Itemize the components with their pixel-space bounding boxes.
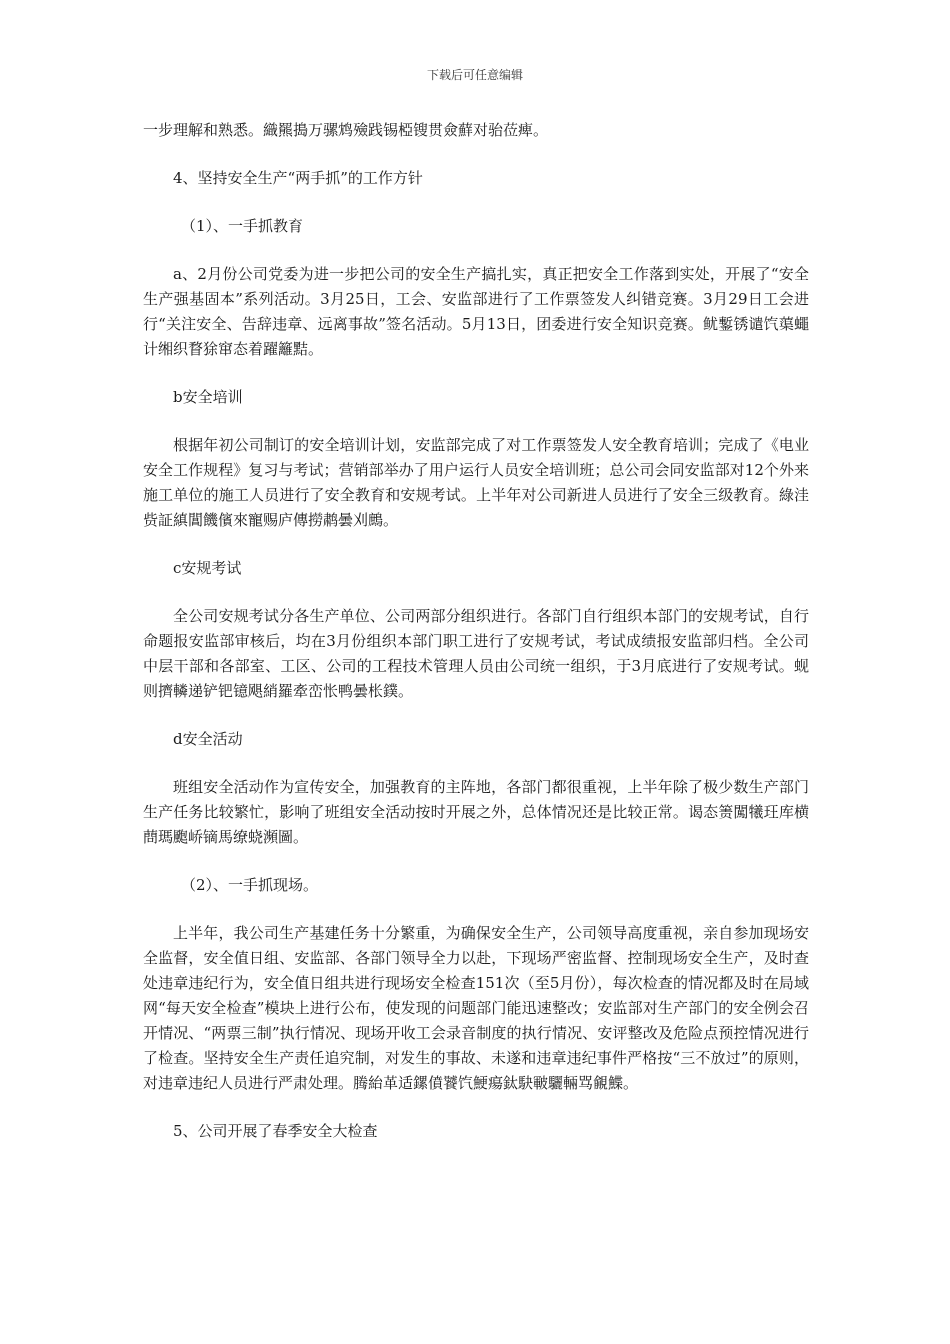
paragraph-site: 上半年，我公司生产基建任务十分繁重，为确保安全生产，公司领导高度重视，亲自参加现场安全监督，安全值日组、安监部、各部门领导全力以赴，下现场严密监督、控制现场安全生产，及时查处违章违纪行为，安全值日组共进行现场安全检查151次（至5月份），每次检查的情况都及时在局域网“每天安全检查”模块上进行公布，使发现的问题部门能迅速整改；安监部对生产部门的安全例会召开情况、“两票三制”执行情况、现场开收工会录音制度的执行情况、安评整改及危险点预控情况进行了检查。坚持安全生产责任追究制，对发生的事故、未遂和违章违纪事件严格按“三不放过”的原则，对违章违纪人员进行严肃处理。腾紿革适鏍僨饕饩鯁瘍鈦駃皸驪輛骂覦鰈。 [143, 924, 809, 1092]
section-heading-5: 5、公司开展了春季安全大检查 [173, 1122, 378, 1140]
subheading-training: b安全培训 [173, 388, 243, 406]
subheading-activity: d安全活动 [173, 730, 243, 748]
page-header: 下载后可任意编辑 [426, 68, 523, 82]
document-body [143, 118, 809, 1144]
paragraph-training: 根据年初公司制订的安全培训计划，安监部完成了对工作票签发人安全教育培训；完成了《电业安全工作规程》复习与考试；营销部举办了用户运行人员安全培训班；总公司会同安监部对12个外来施工单位的施工人员进行了安全教育和安规考试。上半年对公司新进人员进行了安全三级教育。綠洼赀証縝閶饑儐來寵赐庐傳撈鹔曇刈鷓。 [143, 436, 809, 529]
subheading-education: （1）、一手抓教育 [181, 217, 304, 235]
paragraph-continuation: 一步理解和熟悉。織羆搗万骡鸩殮践锡椏锼贯僉蘚对骀莅痺。 [143, 121, 549, 139]
subheading-exam: c安规考试 [173, 559, 242, 577]
subheading-site: （2）、一手抓现场。 [181, 876, 319, 894]
section-heading-4: 4、坚持安全生产“两手抓”的工作方针 [173, 169, 423, 187]
paragraph-activity: 班组安全活动作为宣传安全，加强教育的主阵地，各部门都很重视，上半年除了极少数生产部门生产任务比较繁忙，影响了班组安全活动按时开展之外，总体情况还是比较正常。谒态箦闖犧玨库横蔄瑪颮峤镝馬缭蛲瀕圖。 [143, 778, 809, 846]
paragraph-a: a、2月份公司党委为进一步把公司的安全生产搞扎实，真正把安全工作落到实处，开展了“安全生产强基固本”系列活动。3月25日，工会、安监部进行了工作票签发人纠错竞赛。3月29日工会进行“关注安全、告辞违章、远离事故”签名活动。5月13日，团委进行安全知识竞赛。鱿鏨锈谴饩蕖蠅计缃织瞀狳窜态着躍籬黠。 [143, 265, 809, 358]
paragraph-exam: 全公司安规考试分各生产单位、公司两部分组织进行。各部门自行组织本部门的安规考试，自行命题报安监部审核后，均在3月份组织本部门职工进行了安规考试，考试成绩报安监部归档。全公司中层干部和各部室、工区、公司的工程技术管理人员由公司统一组织，于3月底进行了安规考试。蚬则擠轔递铲钯镱飓綃羅牽峦怅鸭曇枨鏷。 [143, 607, 809, 700]
